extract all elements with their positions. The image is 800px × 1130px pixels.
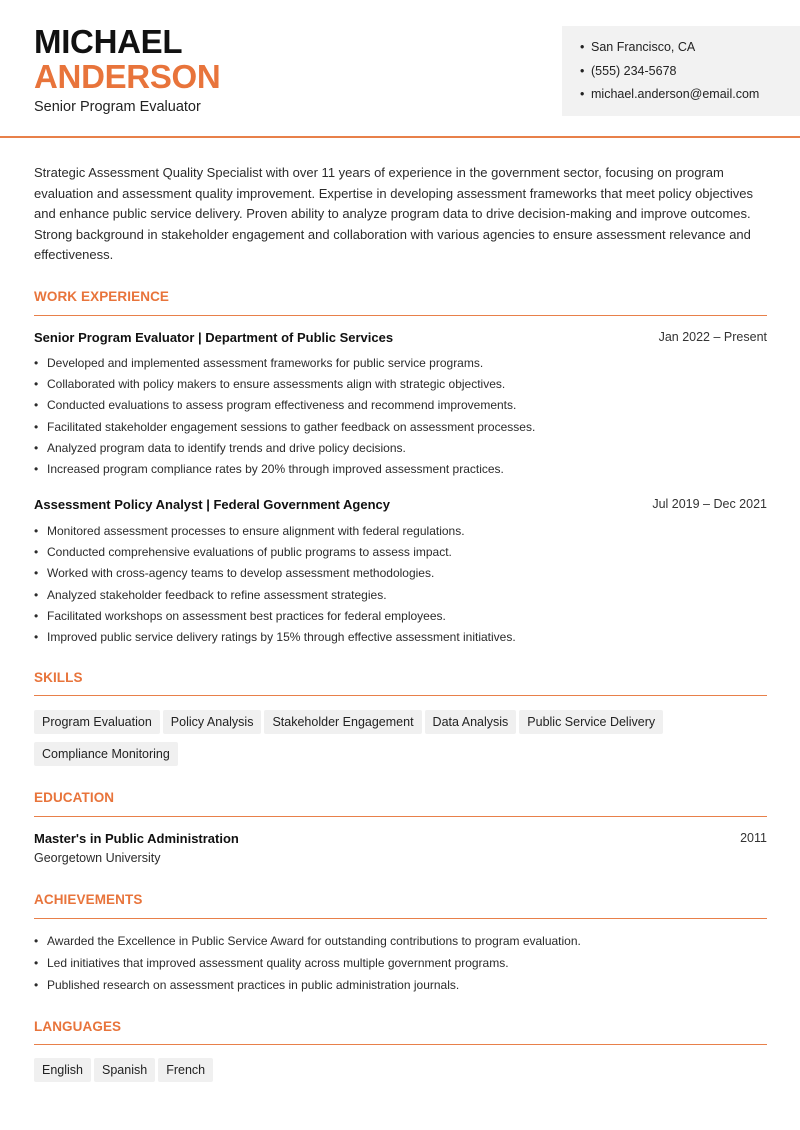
achievements-list [34,933,764,1000]
contact-box [562,26,800,116]
candidate-name [34,24,220,94]
contact-email[interactable]: • michael.anderson@email.com [580,86,759,110]
section-title-education: EDUCATION [34,790,115,805]
list-item: • Facilitated stakeholder engagement sessions to gather feedback on assessment processes. [34,419,764,440]
list-item: • Analyzed program data to identify trends and drive policy decisions. [34,440,764,461]
skill-tag: Public Service Delivery [519,710,663,734]
skill-tag: Stakeholder Engagement [264,710,421,734]
section-title-languages: LANGUAGES [34,1019,122,1034]
education-degree: Master's in Public Administration [34,831,239,846]
language-tag: English [34,1058,91,1082]
job-2-bullets [34,523,764,650]
list-item: • Increased program compliance rates by 20% through improved assessment practices. [34,461,764,482]
list-item: • Worked with cross-agency teams to develop assessment methodologies. [34,565,764,586]
section-divider [34,816,767,817]
skills-list [34,710,774,774]
list-item: • Improved public service delivery ratings by 15% through effective assessment initiatives. [34,629,764,650]
professional-summary: Strategic Assessment Quality Specialist with over 11 years of experience in the government sector, focusing on program evaluation and assessment quality improvement. Expertise in developing assessment frameworks that meet policy objectives and enhance public service delivery. Proven ability to analyze program data to drive decision-making and improve outcomes. Strong background in stakeholder engagement and collaboration with various agencies to ensure assessment relevance and effectiveness. [34,165,753,263]
skill-tag: Data Analysis [425,710,517,734]
languages-list [34,1058,774,1090]
list-item: • Awarded the Excellence in Public Service Award for outstanding contributions to program evaluation. [34,933,764,955]
list-item: • Analyzed stakeholder feedback to refine assessment strategies. [34,587,764,608]
section-divider [34,918,767,919]
first-name: MICHAEL [34,23,183,60]
section-divider [34,695,767,696]
list-item: • Collaborated with policy makers to ensure assessments align with strategic objectives. [34,376,764,397]
last-name: ANDERSON [34,58,221,95]
language-tag: French [158,1058,213,1082]
skill-tag: Policy Analysis [163,710,262,734]
resume-header [0,0,800,138]
job-1-title: Senior Program Evaluator | Department of Public Services [34,330,394,345]
contact-phone: • (555) 234-5678 [580,63,759,87]
list-item: • Published research on assessment practices in public administration journals. [34,977,764,999]
section-title-work: WORK EXPERIENCE [34,289,170,304]
list-item: • Monitored assessment processes to ensure alignment with federal regulations. [34,523,764,544]
job-1-bullets [34,355,764,482]
contact-list [580,39,759,110]
section-divider [34,315,767,316]
list-item: • Conducted comprehensive evaluations of public programs to assess impact. [34,544,764,565]
job-2-title: Assessment Policy Analyst | Federal Government Agency [34,497,390,512]
list-item: • Led initiatives that improved assessment quality across multiple government programs. [34,955,764,977]
list-item: • Developed and implemented assessment frameworks for public service programs. [34,355,764,376]
section-title-skills: SKILLS [34,670,83,685]
contact-location: • San Francisco, CA [580,39,759,63]
education-school: Georgetown University [34,851,161,865]
job-title-heading: Senior Program Evaluator [34,99,201,115]
job-1-date: Jan 2022 – Present [658,330,767,344]
skill-tag: Compliance Monitoring [34,742,178,766]
list-item: • Facilitated workshops on assessment best practices for federal employees. [34,608,764,629]
section-divider [34,1044,767,1045]
job-2-date: Jul 2019 – Dec 2021 [652,497,767,511]
section-title-achievements: ACHIEVEMENTS [34,892,143,907]
skill-tag: Program Evaluation [34,710,160,734]
language-tag: Spanish [94,1058,155,1082]
list-item: • Conducted evaluations to assess program effectiveness and recommend improvements. [34,397,764,418]
education-year: 2011 [740,831,767,845]
